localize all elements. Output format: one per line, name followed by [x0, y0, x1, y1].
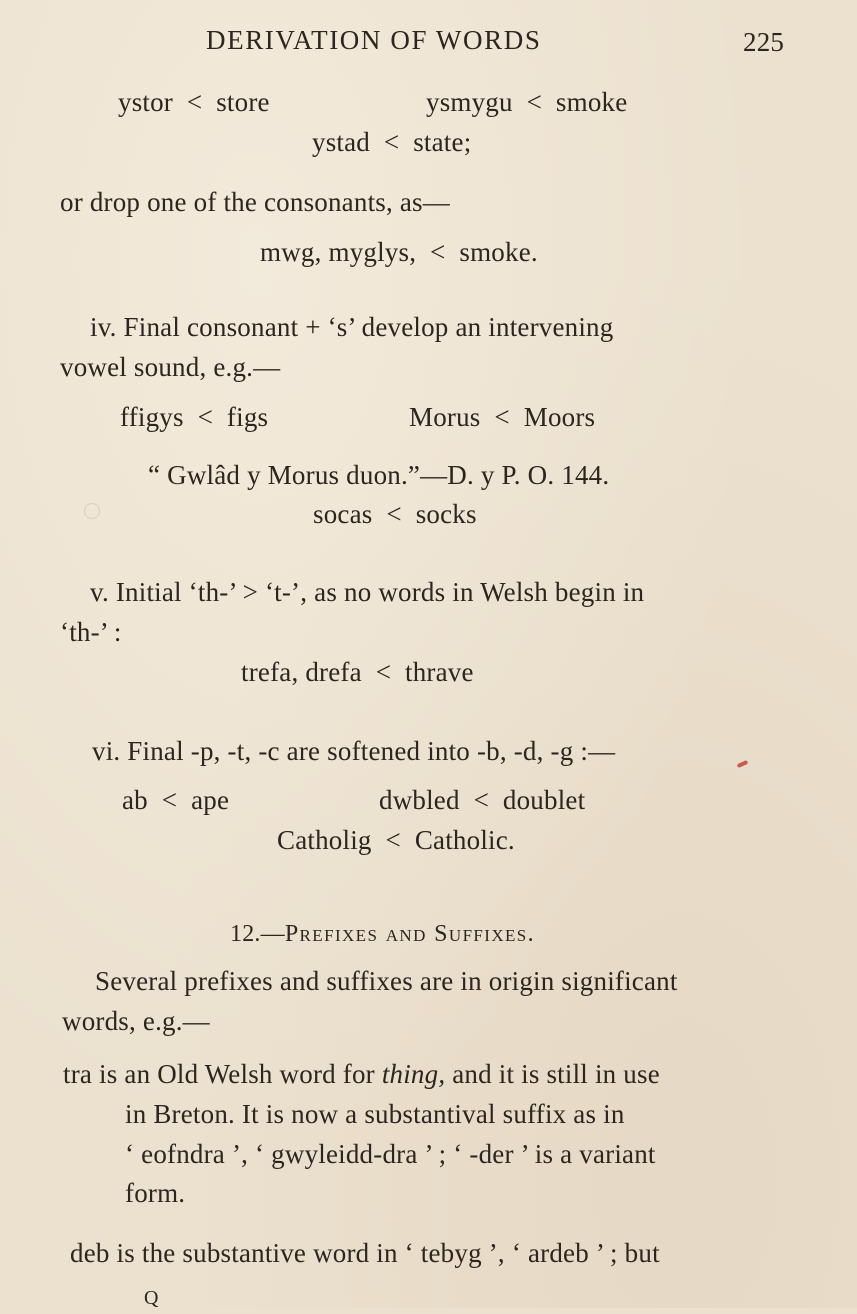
text-run: and it is still in use [445, 1059, 660, 1089]
text-line: or drop one of the consonants, as— [60, 187, 450, 217]
section-number: 12.— [230, 921, 285, 947]
quotation: “ Gwlâd y Morus duon.”—D. y P. O. 144. [148, 460, 610, 490]
text-line: form. [125, 1178, 186, 1208]
page-number: 225 [743, 27, 785, 57]
example-ysmygu: ysmygu < smoke [426, 87, 628, 117]
example-dwbled: dwbled < doublet [379, 785, 586, 815]
rule-v: v. Initial ‘th-’ > ‘t-’, as no words in Welsh begin in [90, 577, 645, 607]
example-ystor: ystor < store [118, 87, 270, 117]
example-ab: ab < ape [122, 785, 230, 815]
rule-iv: iv. Final consonant + ‘s’ develop an intervening [90, 312, 614, 342]
example-socas: socas < socks [313, 499, 477, 529]
example-morus: Morus < Moors [409, 402, 596, 432]
entry-tra [63, 1058, 660, 1090]
example-ffigys: ffigys < figs [120, 402, 269, 432]
text-line: in Breton. It is now a substantival suffix as in [125, 1099, 625, 1129]
text-line: Several prefixes and suffixes are in origin significant [95, 966, 678, 996]
section-title: Prefixes and Suffixes. [284, 921, 536, 947]
italic-word: thing, [381, 1059, 446, 1089]
example-mwg: mwg, myglys, < smoke. [260, 237, 538, 267]
text-run: tra is an Old Welsh word for [63, 1059, 382, 1089]
text-line: ‘ eofndra ’, ‘ gwyleidd-dra ’ ; ‘ -der ’ is a variant [125, 1139, 656, 1169]
section-heading [230, 918, 535, 950]
paper-blemish [84, 503, 100, 519]
entry-deb: deb is the substantive word in ‘ tebyg ’, ‘ ardeb ’ ; but [70, 1238, 660, 1268]
signature-mark: Q [144, 1287, 159, 1309]
example-catholig: Catholig < Catholic. [277, 825, 515, 855]
text-line: vowel sound, e.g.— [60, 352, 281, 382]
example-ystad: ystad < state; [312, 127, 472, 157]
example-trefa: trefa, drefa < thrave [241, 657, 474, 687]
text-line: words, e.g.— [62, 1006, 210, 1036]
text-line: ‘th-’ : [60, 617, 122, 647]
red-ink-mark [737, 760, 749, 768]
running-title: DERIVATION OF WORDS [206, 25, 542, 55]
rule-vi: vi. Final -p, -t, -c are softened into -b, -d, -g :— [92, 736, 616, 766]
